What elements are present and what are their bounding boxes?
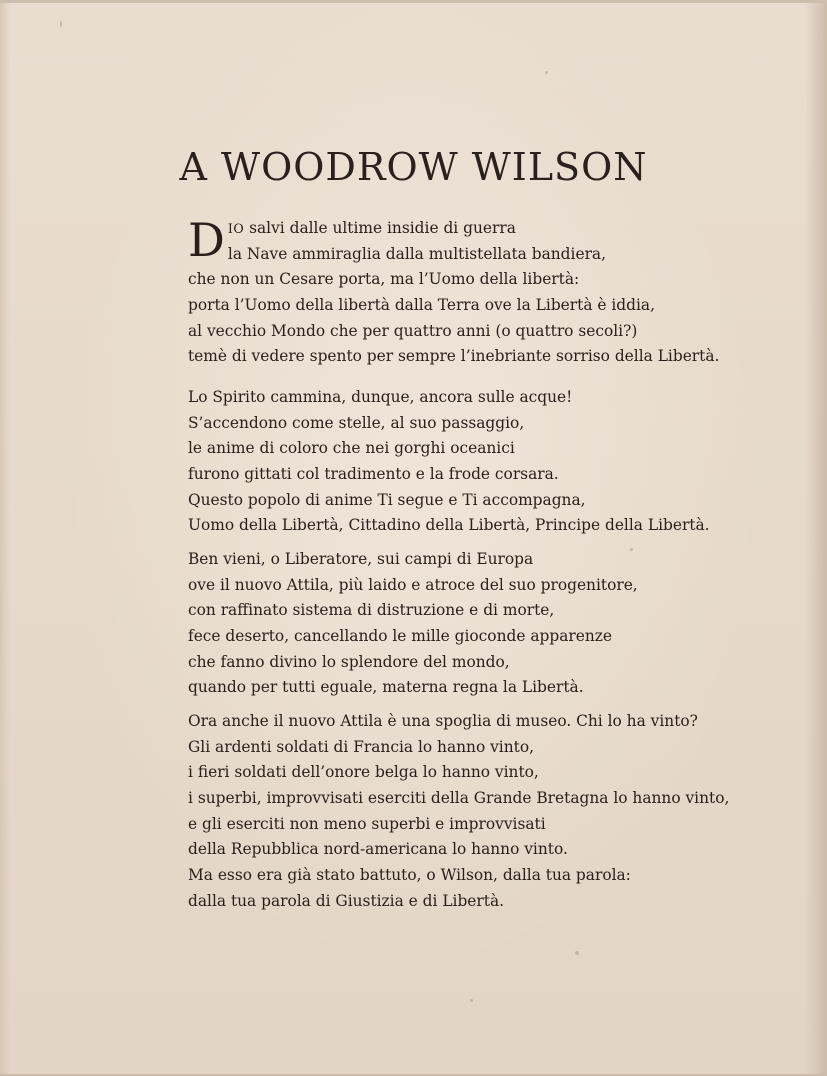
poem-line: al vecchio Mondo che per quattro anni (o quattro secoli?) xyxy=(188,321,638,340)
poem-line: Lo Spirito cammina, dunque, ancora sulle acque! xyxy=(188,388,573,406)
poem-line: che non un Cesare porta, ma l’Uomo della libertà: xyxy=(188,270,580,289)
first-line-text: salvi dalle ultime insidie di guerra xyxy=(244,219,516,237)
poem-line: fece deserto, cancellando le mille gioconde apparenze xyxy=(188,627,612,646)
drop-cap: D xyxy=(188,213,225,267)
poem-line: Ben vieni, o Liberatore, sui campi di Europa xyxy=(188,550,534,568)
poem-stanza-1 xyxy=(188,213,720,370)
poem-line: Ora anche il nuovo Attila è una spoglia di museo. Chi lo ha vinto? xyxy=(188,712,698,730)
paper-speck xyxy=(630,548,633,551)
poem-stanza-2 xyxy=(188,385,710,539)
poem-line: la Nave ammiraglia dalla multistellata bandiera, xyxy=(227,244,606,263)
poem-line: temè di vedere spento per sempre l’inebriante sorriso della Libertà. xyxy=(188,347,720,366)
poem-line: porta l’Uomo della libertà dalla Terra ove la Libertà è iddia, xyxy=(188,296,656,315)
poem-line: i superbi, improvvisati eserciti della Grande Bretagna lo hanno vinto, xyxy=(188,789,730,808)
poem-line: con raffinato sistema di distruzione e di morte, xyxy=(188,601,555,620)
poem-line: Ma esso era già stato battuto, o Wilson, dalla tua parola: xyxy=(188,866,631,885)
poem-line: che fanno divino lo splendore del mondo, xyxy=(188,652,510,671)
paper-speck xyxy=(545,71,548,74)
page-title: A WOODROW WILSON xyxy=(179,145,648,189)
poem-line: quando per tutti eguale, materna regna la Libertà. xyxy=(188,678,584,697)
poem-line: e gli eserciti non meno superbi e improvvisati xyxy=(188,814,546,833)
poem-line: dalla tua parola di Giustizia e di Libertà. xyxy=(188,891,505,910)
poem-line: Questo popolo di anime Ti segue e Ti accompagna, xyxy=(188,490,586,509)
poem-line: Uomo della Libertà, Cittadino della Libertà, Principe della Libertà. xyxy=(188,516,710,535)
poem-line: furono gittati col tradimento e la frode corsara. xyxy=(188,465,559,484)
poem-line: S’accendono come stelle, al suo passaggio, xyxy=(188,413,525,432)
poem-line: i fieri soldati dell’onore belga lo hanno vinto, xyxy=(188,763,539,782)
poem-stanza-3 xyxy=(188,547,638,701)
paper-speck xyxy=(575,951,579,955)
paper-speck xyxy=(60,21,62,27)
poem-line: della Repubblica nord-americana lo hanno vinto. xyxy=(188,840,568,859)
paper-speck xyxy=(470,999,473,1002)
poem-stanza-4 xyxy=(188,709,729,915)
poem-line: ove il nuovo Attila, più laido e atroce del suo progenitore, xyxy=(188,575,638,594)
first-word-caps: IO xyxy=(227,221,245,236)
poem-line: le anime di coloro che nei gorghi oceanici xyxy=(188,439,515,458)
poem-line: Gli ardenti soldati di Francia lo hanno vinto, xyxy=(188,737,534,756)
poem-line xyxy=(188,216,719,242)
